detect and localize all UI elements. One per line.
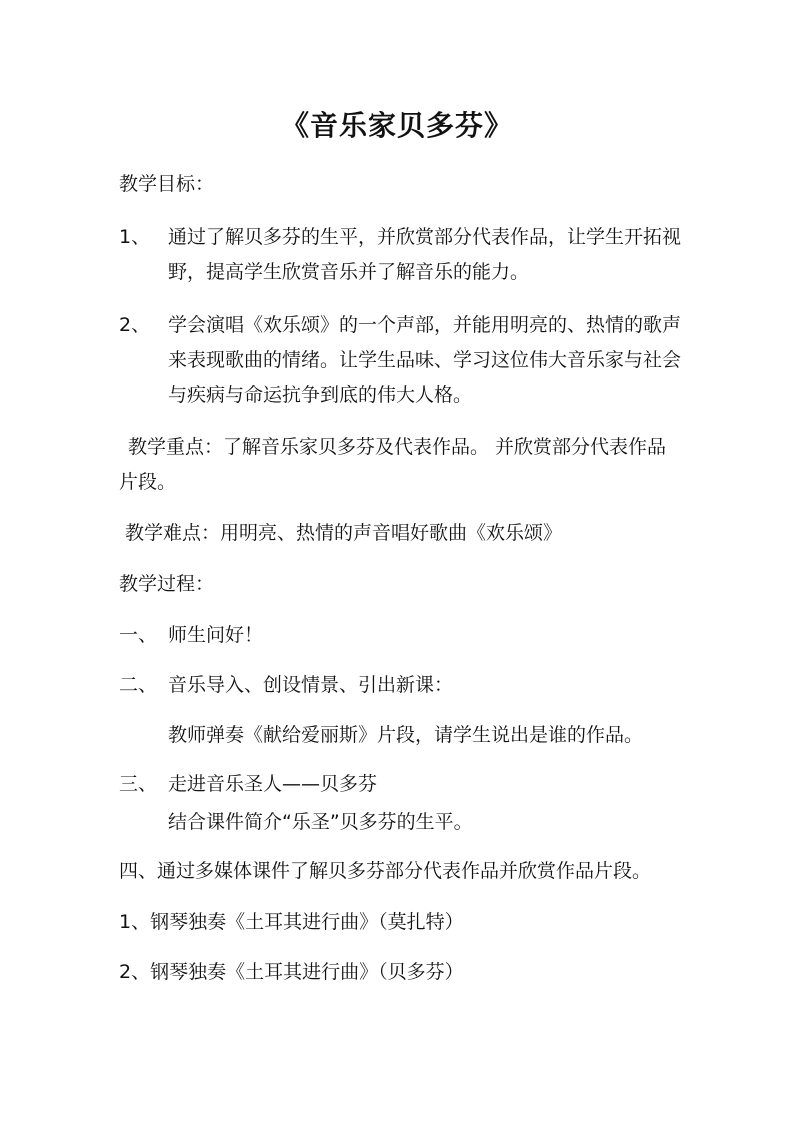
- key-point-line-2: 片段。: [119, 471, 177, 493]
- objective-1-line-2: 野，提高学生欣赏音乐并了解音乐的能力。: [168, 261, 530, 283]
- objective-1-line-1: 通过了解贝多芬的生平，并欣赏部分代表作品，让学生开拓视: [168, 226, 682, 248]
- process-heading: 教学过程：: [119, 573, 215, 595]
- difficulty-line: 教学难点：用明亮、热情的声音唱好歌曲《欢乐颂》: [125, 522, 563, 544]
- process-3-text: 走进音乐圣人——贝多芬: [168, 773, 378, 795]
- process-1-text: 师生问好！: [168, 624, 264, 646]
- process-2-text: 音乐导入、创设情景、引出新课：: [168, 674, 454, 696]
- objective-2-line-2: 来表现歌曲的情绪。让学生品味、学习这位伟大音乐家与社会: [168, 349, 682, 371]
- process-1-number: 一、: [119, 624, 158, 646]
- objective-2-number: 2、: [119, 314, 151, 336]
- work-item-2: 2、钢琴独奏《土耳其进行曲》（贝多芬）: [119, 961, 464, 983]
- process-3-sub: 结合课件简介“乐圣”贝多芬的生平。: [168, 811, 473, 833]
- key-point-line-1: 教学重点：了解音乐家贝多芬及代表作品。 并欣赏部分代表作品: [128, 436, 667, 458]
- objective-2-line-1: 学会演唱《欢乐颂》的一个声部，并能用明亮的、热情的歌声: [168, 314, 682, 336]
- objective-2-line-3: 与疾病与命运抗争到底的伟大人格。: [168, 384, 473, 406]
- objective-1-number: 1、: [119, 226, 151, 248]
- process-2-number: 二、: [119, 674, 158, 696]
- process-3-number: 三、: [119, 773, 158, 795]
- step-four-line: 四、通过多媒体课件了解贝多芬部分代表作品并欣赏作品片段。: [119, 860, 652, 882]
- work-item-1: 1、钢琴独奏《土耳其进行曲》（莫扎特）: [119, 911, 464, 933]
- objectives-heading: 教学目标：: [119, 173, 215, 195]
- document-title: 《音乐家贝多芬》: [280, 109, 513, 142]
- process-2-sub: 教师弹奏《献给爱丽斯》片段，请学生说出是谁的作品。: [168, 724, 644, 746]
